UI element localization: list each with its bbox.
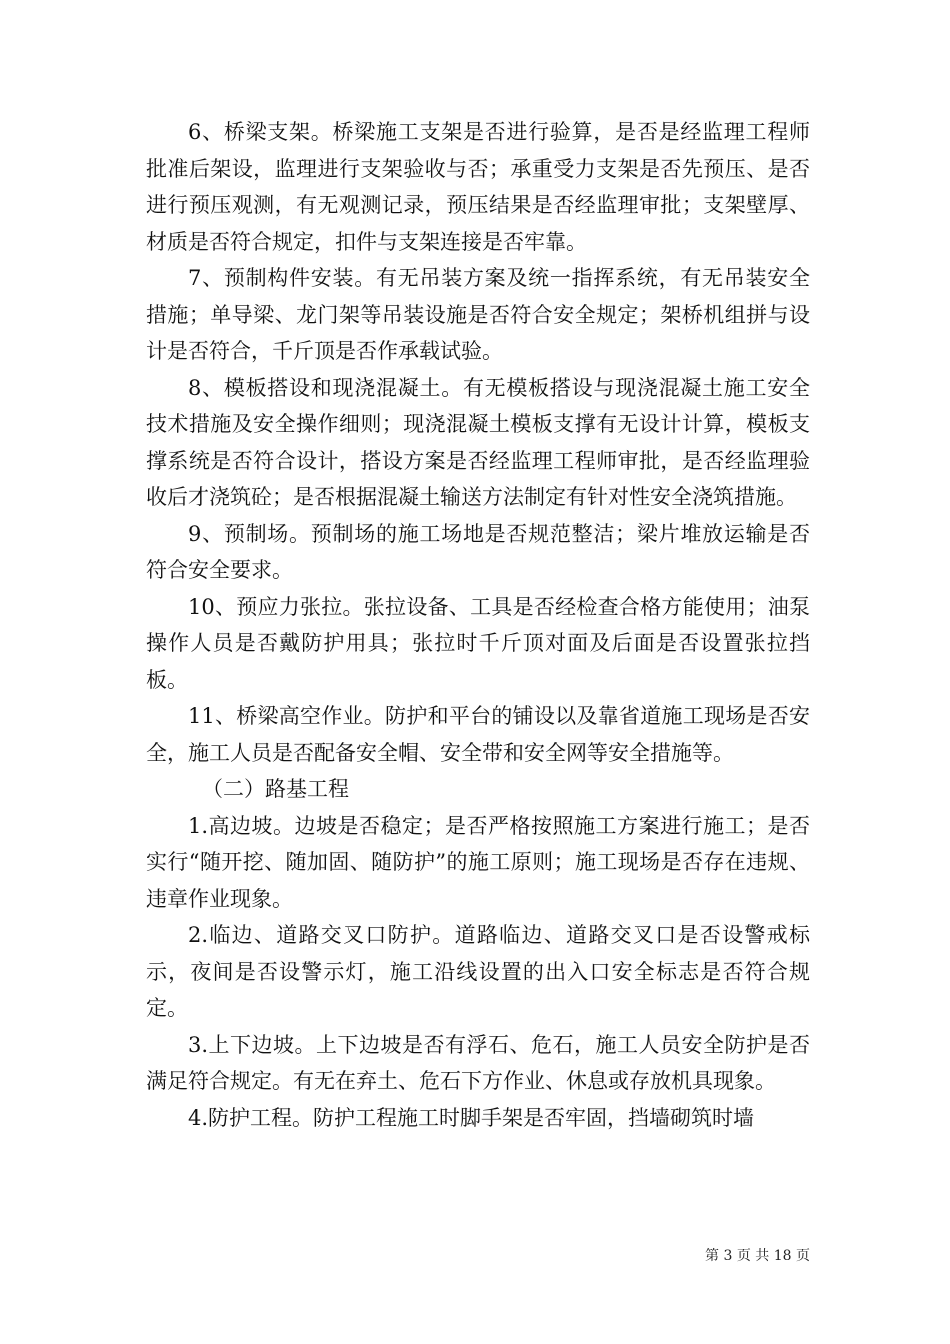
paragraph-slopes: 3.上下边坡。上下边坡是否有浮石、危石，施工人员安全防护是否满足符合规定。有无在弃土、危石下方作业、休息或存放机具现象。 (146, 1032, 810, 1093)
document-body (146, 114, 810, 1136)
paragraph-bridge-support: 6、桥梁支架。桥梁施工支架是否进行验算，是否是经监理工程师批准后架设，监理进行支架验收与否；承重受力支架是否先预压、是否进行预压观测，有无观测记录，预压结果是否经监理审批；支架壁厚、材质是否符合规定，扣件与支架连接是否牢靠。 (146, 120, 810, 254)
paragraph-high-slope: 1.高边坡。边坡是否稳定；是否严格按照施工方案进行施工；是否实行“随开挖、随加固、随防护”的施工原则；施工现场是否存在违规、违章作业现象。 (146, 813, 810, 911)
section-heading-subgrade: （二）路基工程 (202, 777, 349, 801)
page-number: 第 3 页 共 18 页 (705, 1248, 810, 1264)
paragraph-precast-yard: 9、预制场。预制场的施工场地是否规范整洁；梁片堆放运输是否符合安全要求。 (146, 521, 810, 582)
paragraph-precast-installation: 7、预制构件安装。有无吊装方案及统一指挥系统，有无吊装安全措施；单导梁、龙门架等吊装设施是否符合安全规定；架桥机组拼与设计是否符合，千斤顶是否作承载试验。 (146, 266, 810, 363)
paragraph-formwork-concrete: 8、模板搭设和现浇混凝土。有无模板搭设与现浇混凝土施工安全技术措施及安全操作细则；现浇混凝土模板支撑有无设计计算，模板支撑系统是否符合设计，搭设方案是否经监理工程师审批，是否经监理验收后才浇筑砼；是否根据混凝土输送方法制定有针对性安全浇筑措施。 (146, 375, 810, 509)
paragraph-road-edge-protection: 2.临边、道路交叉口防护。道路临边、道路交叉口是否设警戒标示，夜间是否设警示灯，施工沿线设置的出入口安全标志是否符合规定。 (146, 923, 810, 1020)
paragraph-bridge-high-work: 11、桥梁高空作业。防护和平台的铺设以及靠省道施工现场是否安全，施工人员是否配备安全帽、安全带和安全网等安全措施等。 (146, 704, 810, 765)
paragraph-prestress-tension: 10、预应力张拉。张拉设备、工具是否经检查合格方能使用；油泵操作人员是否戴防护用具；张拉时千斤顶对面及后面是否设置张拉挡板。 (146, 594, 810, 692)
paragraph-protection-works: 4.防护工程。防护工程施工时脚手架是否牢固，挡墙砌筑时墙 (188, 1105, 755, 1130)
